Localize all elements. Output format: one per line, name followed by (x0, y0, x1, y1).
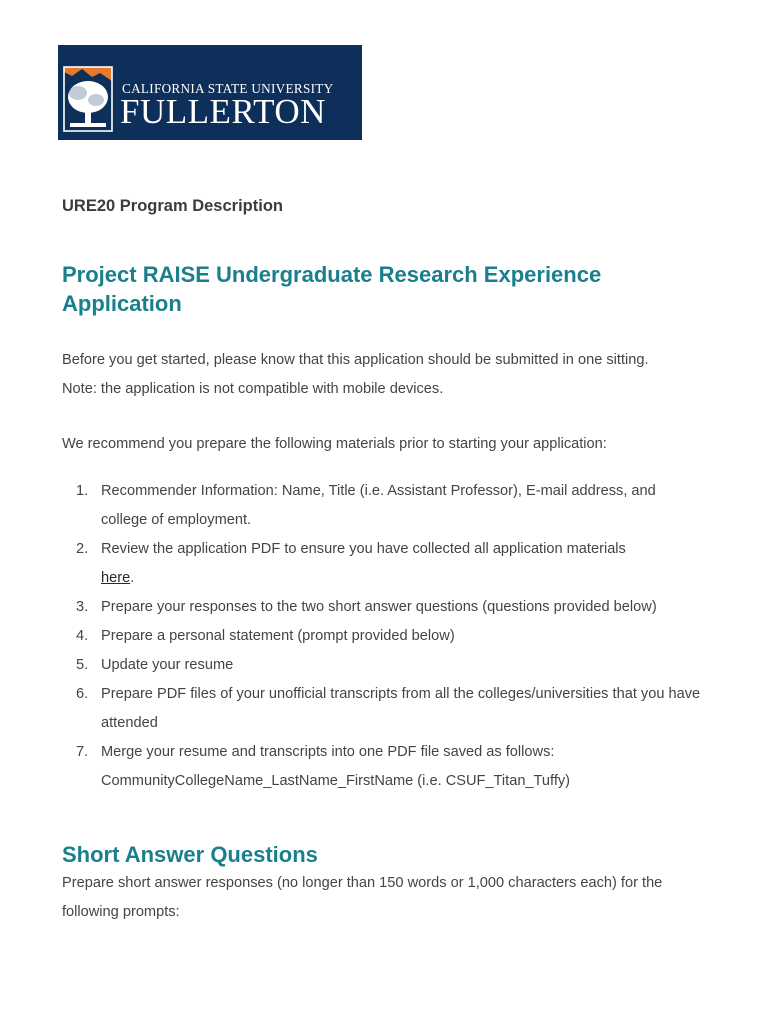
intro-line-2: Note: the application is not compatible with mobile devices. (62, 381, 444, 397)
list-item (62, 593, 702, 622)
short-answer-heading: Short Answer Questions (62, 842, 318, 867)
tree-seal-icon (58, 45, 118, 140)
application-pdf-link[interactable]: here (101, 570, 131, 586)
list-item-text: Prepare a personal statement (prompt provided below) (101, 628, 455, 644)
list-number: 7. (76, 744, 89, 760)
list-item-text-line-2: CommunityCollegeName_LastName_FirstName (i.e. CSUF_Titan_Tuffy) (101, 773, 571, 789)
logo-line-2: FULLERTON (120, 92, 326, 131)
list-number: 5. (76, 657, 89, 673)
list-item-text: Update your resume (101, 657, 234, 673)
list-number: 1. (76, 483, 89, 499)
short-answer-intro: Prepare short answer responses (no longer than 150 words or 1,000 characters each) for the following prompts: (62, 875, 663, 920)
list-item (62, 477, 702, 535)
list-item (62, 651, 702, 680)
list-item-text: Prepare your responses to the two short answer questions (questions provided below) (101, 599, 657, 615)
list-item (62, 622, 702, 651)
program-description-heading: URE20 Program Description (62, 197, 283, 215)
list-item-text: Prepare PDF files of your unofficial transcripts from all the colleges/universities that you have attended (101, 686, 701, 731)
list-item (62, 680, 702, 738)
list-item (62, 535, 702, 593)
page-title: Project RAISE Undergraduate Research Experience Application (62, 262, 602, 316)
intro-line-1: Before you get started, please know that this application should be submitted in one sitting. (62, 352, 649, 368)
list-number: 2. (76, 541, 89, 557)
list-item-text: Recommender Information: Name, Title (i.e. Assistant Professor), E-mail address, and college of employment. (101, 483, 656, 528)
list-item (62, 738, 702, 796)
list-item-text-end: . (130, 570, 135, 586)
list-number: 4. (76, 628, 89, 644)
list-number: 3. (76, 599, 89, 615)
list-item-text: Review the application PDF to ensure you have collected all application materials (101, 541, 626, 557)
recommend-paragraph: We recommend you prepare the following materials prior to starting your application: (62, 436, 607, 452)
university-logo (58, 45, 362, 140)
list-item-text-line-1: Merge your resume and transcripts into one PDF file saved as follows: (101, 744, 555, 760)
list-number: 6. (76, 686, 89, 702)
materials-list (62, 477, 702, 796)
intro-paragraph (62, 346, 742, 404)
logo-line-1: CALIFORNIA STATE UNIVERSITY (122, 81, 334, 96)
